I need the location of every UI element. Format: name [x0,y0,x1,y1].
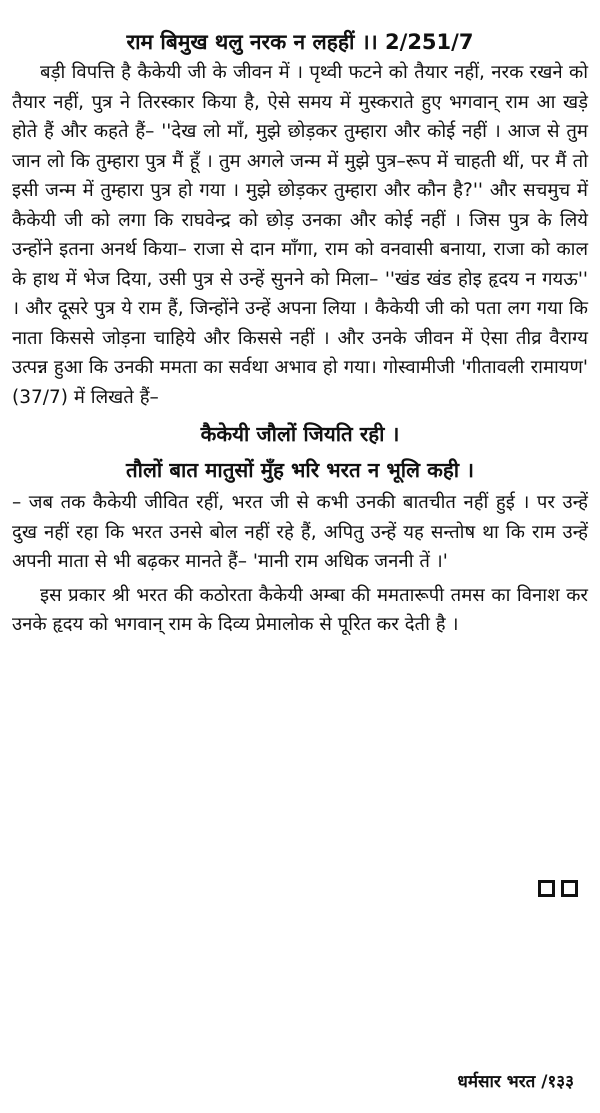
page-footer: धर्मसार भरत /१३३ [457,1072,574,1092]
end-of-section-mark [538,880,578,897]
verse-line-1: कैकेयी जौलों जियति रही । [200,422,400,447]
body-paragraph-2: – जब तक कैकेयी जीवित रहीं, भरत जी से कभी उनकी बातचीत नहीं हुई । पर उन्हें दुख नहीं रहा कि भरत उनसे बोल नहीं रहे हैं, अपितु उन्हें यह सन्तोष था कि राम उन्हें अपनी माता से भी बढ़कर मानते हैं– 'मानी राम अधिक जननी तें ।' [12,492,588,573]
verse-line-2: तौलों बात मातुसों मुँह भरि भरत न भूलि कही । [126,458,474,483]
section-heading: राम बिमुख थलु नरक न लहहीं ।। 2/251/7 [126,30,474,54]
square-icon [538,880,555,897]
body-paragraph-3: इस प्रकार श्री भरत की कठोरता कैकेयी अम्बा की ममतारूपी तमस का विनाश कर उनके हृदय को भगवान् राम के दिव्य प्रेमालोक से पूरित कर देती है । [12,584,588,636]
square-icon [561,880,578,897]
body-paragraph-1: बड़ी विपत्ति है कैकेयी जी के जीवन में । पृथ्वी फटने को तैयार नहीं, नरक रखने को तैयार नहीं, पुत्र ने तिरस्कार किया है, ऐसे समय में मुस्कराते हुए भगवान् राम आ खड़े होते हैं और कहते हैं– ''देख लो माँ, मुझे छोड़कर तुम्हारा और कोई नहीं । आज से तुम जान लो कि तुम्हारा पुत्र मैं हूँ । तुम अगले जन्म में मुझे पुत्र–रूप में चाहती थीं, पर मैं तो इसी जन्म में तुम्हारा पुत्र हो गया । मुझे छोड़कर तुम्हारा और कौन है?'' और सचमुच में कैकेयी जी को लगा कि राघवेन्द्र को छोड़ उनका और कोई नहीं । जिस पुत्र के लिये उन्होंने इतना अनर्थ किया– राजा से दान माँगा, राम को वनवासी बनाया, राजा को काल के हाथ में भेज दिया, उसी पुत्र से उन्हें सुनने को मिला– ''खंड खंड होइ हृदय न गयऊ'' । और दूसरे पुत्र ये राम हैं, जिन्होंने उन्हें अपना लिया । कैकेयी जी को पता लग गया कि नाता किससे जोड़ना चाहिये और किससे नहीं । और उनके जीवन में ऐसा तीव्र वैराग्य उत्पन्न हुआ कि उनकी ममता का सर्वथा अभाव हो गया। गोस्वामीजी 'गीतावली रामायण' (37/7) में लिखते हैं– [12,62,588,408]
